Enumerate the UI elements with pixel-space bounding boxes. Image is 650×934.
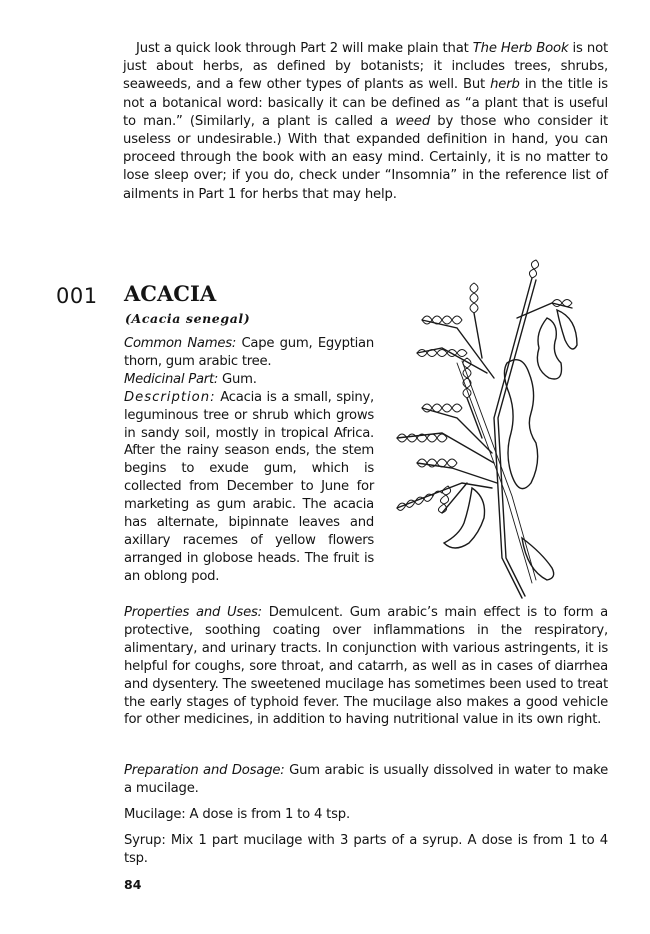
intro-italic-text: herb — [490, 77, 520, 93]
syrup-dosage: Syrup: Mix 1 part mucilage with 3 parts of a syrup. A dose is from 1 to 4 tsp. — [124, 832, 608, 866]
properties-and-uses — [124, 604, 608, 729]
preparation-value: Gum arabic is usually dissolved in water to make a mucilage. — [124, 763, 608, 796]
properties-section — [124, 604, 608, 729]
intro-text-segment: in the title is not a botanical word: basically it can be defined as “a plant that is useful to man.” (Similarly, a plant is called a — [123, 77, 608, 129]
entry-number: 001 — [56, 284, 98, 308]
intro-italic-text: The Herb Book — [472, 41, 569, 56]
intro-text-segment: by those who consider it useless or undesirable.) With that expanded definition in hand, you can proceed through the book with an easy mind. Certainly, it is no matter to lose sleep over; if you do, check under “Insomnia” in the reference list of ailments in Part 1 for herbs that may help. — [123, 113, 608, 202]
latin-name: (Acacia senegal) — [125, 311, 251, 326]
entry-title: ACACIA — [124, 281, 217, 306]
common-names-label: Common Names: — [124, 336, 237, 351]
description-value: Acacia is a small, spiny, leguminous tree or shrub which grows in sandy soil, mostly in tropical Africa. After the rainy season ends, the stem begins to exude gum, which is collected from December to June for marketing as gum arabic. The acacia has alternate, bipinnate leaves and axillary racemes of yellow flowers arranged in globose heads. The fruit is an oblong pod. — [124, 389, 375, 584]
mucilage-dosage: Mucilage: A dose is from 1 to 4 tsp. — [124, 806, 350, 822]
page-number: 84 — [124, 877, 142, 892]
medicinal-part-label: Medicinal Part: — [124, 371, 219, 387]
entry-left-column — [124, 335, 374, 586]
intro-text — [123, 40, 608, 204]
common-names-value: Cape gum, Egyptian thorn, gum arabic tree. — [124, 336, 374, 369]
description-label: Description: — [124, 389, 216, 405]
intro-text-segment: Just a quick look through Part 2 will make plain that — [136, 41, 473, 56]
intro-italic-text: weed — [395, 113, 431, 129]
intro-paragraph — [123, 40, 608, 204]
properties-label: Properties and Uses: — [124, 605, 262, 620]
medicinal-part — [124, 371, 374, 389]
medicinal-part-value: Gum. — [222, 371, 257, 387]
common-names — [124, 335, 374, 371]
preparation-and-dosage — [124, 762, 608, 798]
properties-value: Demulcent. Gum arabic’s main effect is to form a protective, soothing coating over inflammations in the respiratory, alimentary, and urinary tracts. In conjunction with various astringents, it is helpful for coughs, sore throat, and catarrh, as well as in cases of diarrhea and dysentery. The sweetened mucilage has sometimes been used to treat the early stages of typhoid fever. The mucilage also makes a good vehicle for other medicines, in addition to having nutritional value in its own right. — [124, 605, 609, 728]
intro-text-segment: is not just about herbs, as defined by botanists; it includes trees, shrubs, seaweeds, and a few other types of plants as well. But — [123, 41, 609, 93]
preparation-label: Preparation and Dosage: — [124, 763, 285, 778]
acacia-plant-illustration — [382, 258, 612, 603]
description — [124, 389, 374, 586]
preparation-section — [124, 762, 608, 868]
